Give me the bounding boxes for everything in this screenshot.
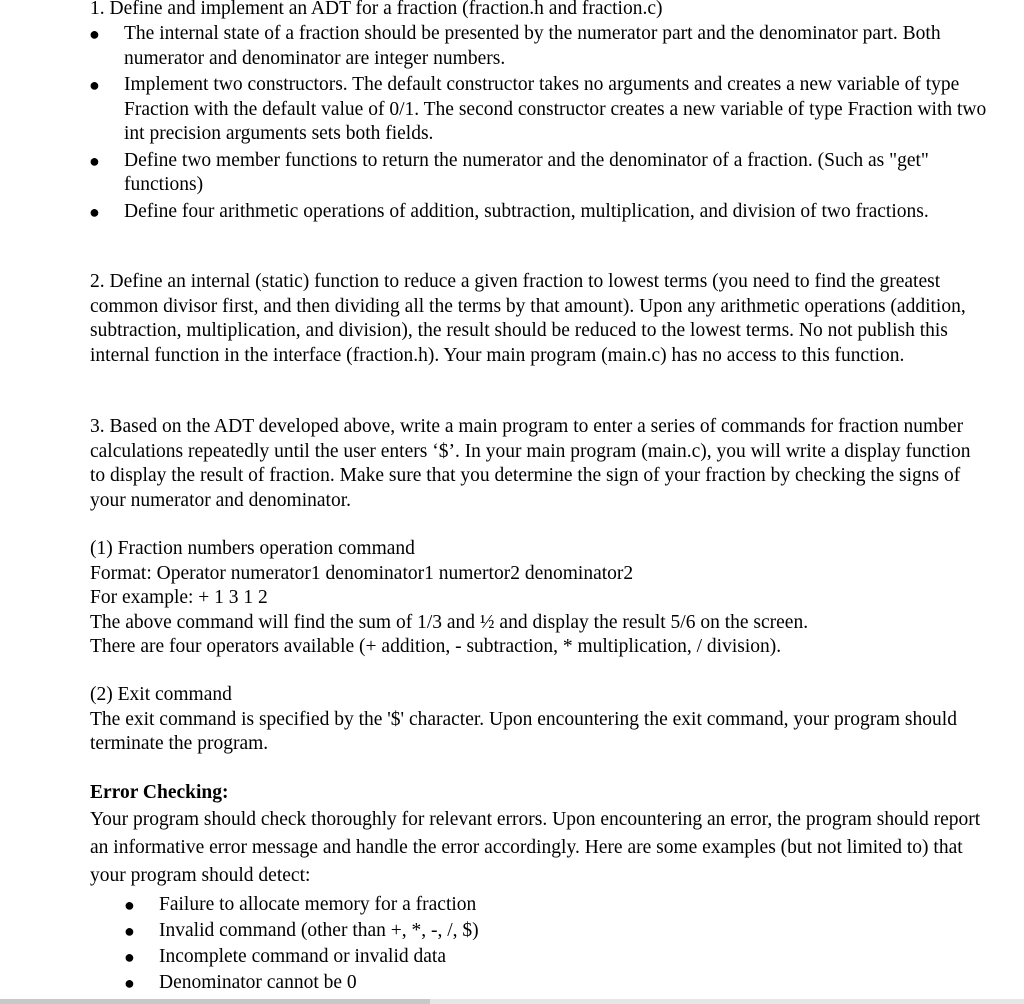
list-item	[0, 149, 1024, 198]
command2-heading: (2) Exit command	[90, 684, 232, 705]
bullet-icon: ●	[89, 201, 100, 222]
bullet-icon: ●	[124, 895, 135, 915]
bullet-icon: ●	[124, 973, 135, 993]
error-checking-block	[90, 781, 990, 890]
command1-example: For example: + 1 3 1 2	[90, 587, 268, 608]
error-item-text: Incomplete command or invalid data	[159, 946, 446, 967]
bullet-text: The internal state of a fraction should be presented by the numerator part and the denominator part. Both numerator and denominator are integer numbers.	[124, 23, 941, 69]
list-item	[0, 73, 1024, 147]
list-item	[0, 944, 1024, 970]
bullet-icon: ●	[124, 947, 135, 967]
error-item-text: Failure to allocate memory for a fraction	[159, 894, 477, 915]
part1-bullet-list	[0, 22, 1024, 226]
bullet-text: Define four arithmetic operations of addition, subtraction, multiplication, and division of two fractions.	[124, 200, 929, 222]
command2-description: The exit command is specified by the '$' character. Upon encountering the exit command, your program should terminate the program.	[90, 708, 957, 754]
error-item-text: Invalid command (other than +, *, -, /, $)	[159, 920, 479, 941]
horizontal-scrollbar-thumb[interactable]	[0, 999, 430, 1004]
error-checking-text: Your program should check thoroughly for relevant errors. Upon encountering an error, the program should report an informative error message and handle the error accordingly. Here are some examples (but not limited to) that your program should detect:	[90, 808, 981, 886]
bullet-text: Define two member functions to return the numerator and the denominator of a fraction. (Such as "get" functions)	[124, 149, 929, 195]
bullet-text: Implement two constructors. The default constructor takes no arguments and creates a new variable of type Fraction with the default value of 0/1. The second constructor creates a new variable of type Fraction with two int precision arguments sets both fields.	[124, 74, 987, 144]
error-list	[0, 892, 1024, 996]
bullet-icon: ●	[89, 150, 100, 171]
error-checking-heading: Error Checking:	[90, 782, 229, 803]
list-item	[0, 970, 1024, 996]
command1-operators: There are four operators available (+ addition, - subtraction, * multiplication, / division).	[90, 636, 782, 657]
command2-block	[90, 683, 990, 757]
command1-heading: (1) Fraction numbers operation command	[90, 538, 415, 559]
command1-explanation: The above command will find the sum of 1/3 and ½ and display the result 5/6 on the screen.	[90, 611, 809, 633]
command1-block	[90, 537, 990, 660]
bullet-icon: ●	[124, 921, 135, 941]
part3-paragraph: 3. Based on the ADT developed above, write a main program to enter a series of commands for fraction number calculations repeatedly until the user enters ‘$’. In your main program (main.c), you will write a display function to display the result of fraction. Make sure that you determine the sign of your fraction by checking the signs of your numerator and denominator.	[90, 416, 971, 511]
bullet-icon: ●	[89, 24, 100, 44]
part2-paragraph: 2. Define an internal (static) function to reduce a given fraction to lowest terms (you need to find the greatest common divisor first, and then dividing all the terms by that amount). Upon any arithmetic operations (addition, subtraction, multiplication, and division), the result should be reduced to the lowest terms. No not publish this internal function in the interface (fraction.h). Your main program (main.c) has no access to this function.	[90, 271, 966, 366]
command1-format: Format: Operator numerator1 denominator1 numertor2 denominator2	[90, 562, 634, 584]
list-item	[0, 892, 1024, 918]
part1-title: 1. Define and implement an ADT for a fraction (fraction.h and fraction.c)	[90, 0, 663, 19]
list-item	[0, 22, 1024, 71]
list-item	[0, 200, 1024, 225]
bullet-icon: ●	[89, 75, 100, 95]
error-item-text: Denominator cannot be 0	[159, 972, 357, 993]
list-item	[0, 918, 1024, 944]
